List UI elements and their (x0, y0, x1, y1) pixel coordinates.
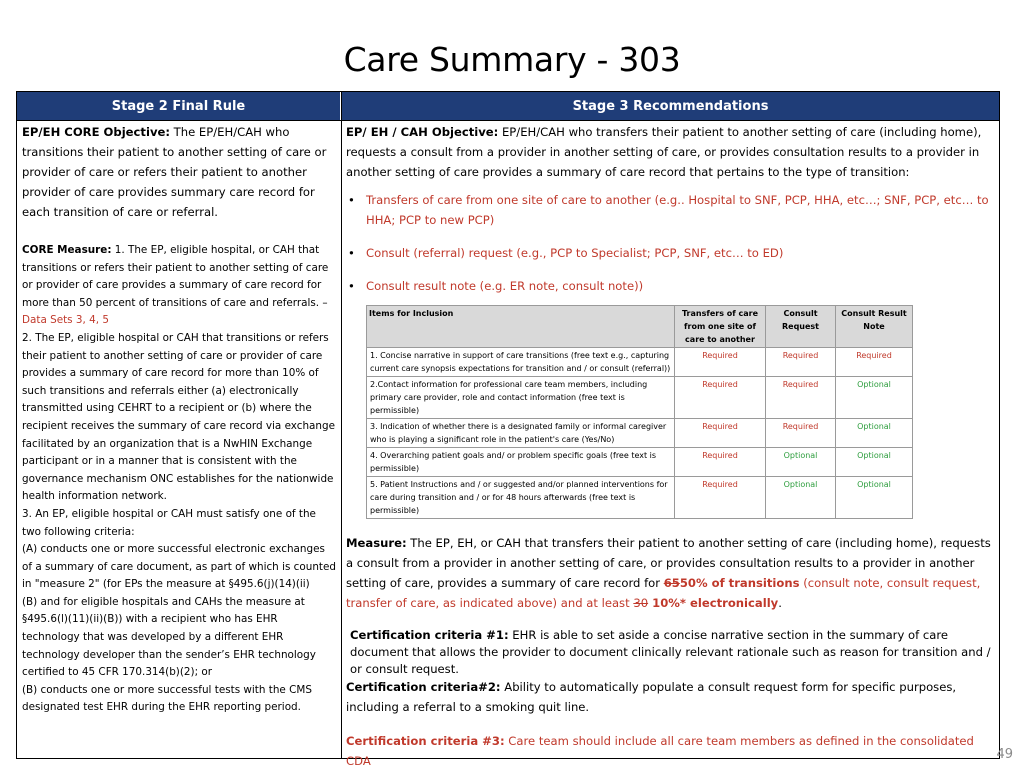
certification-criteria-1: Certification criteria #1: EHR is able to set aside a concise narrative section in the summary of care document that allows the provider to document clinically relevant rationale such as reason for transition and / or consult request. (350, 628, 991, 676)
column-header-consult-request: Consult Request (766, 306, 836, 348)
table-row (367, 419, 913, 448)
request-cell: Required (766, 377, 836, 419)
transfers-cell: Required (675, 419, 766, 448)
result-cell: Required (836, 348, 913, 377)
table-row (367, 377, 913, 419)
table-row (367, 448, 913, 477)
list-item: • Consult (referral) request (e.g., PCP to Specialist; PCP, SNF, etc… to ED) (346, 243, 994, 263)
bullet-icon: • (348, 279, 355, 293)
stage2-measure-3: 3. An EP, eligible hospital or CAH must satisfy one of the two following criteria: (22, 507, 316, 538)
transfers-cell: Required (675, 477, 766, 519)
stage2-measure (22, 242, 338, 717)
stage3-objective (346, 122, 994, 182)
stage2-column (22, 121, 338, 717)
page-number: 49 (996, 747, 1013, 762)
stage2-measure-2: 2. The EP, eligible hospital or CAH that transitions or refers their patient to another setting of care or provider of care provides a summary of care record for more than 10% of such transitions and referrals either (a) electronically transmitted using CEHRT to a recipient or (b) where the recipient receives the summary of care record via exchange facilitated by an organization that is a NwHIN Exchange participant or in a manner that is consistent with the governance mechanism ONC establishes for the nationwide health information network. (22, 331, 336, 503)
list-item: • Consult result note (e.g. ER note, consult note)) (346, 276, 994, 296)
stage2-data-sets: Data Sets 3, 4, 5 (22, 314, 109, 327)
stage3-measure: Measure: The EP, EH, or CAH that transfers their patient to another setting of care (including home), requests a consult from a provider in another setting of care, or provides consultation results to a provider in another setting of care, provides a summary of care record for 6550% of transitions (consult note, consult request, transfer of care, as indicated above) and at least 30 10%* electronically. (346, 536, 991, 610)
item-cell: 4. Overarching patient goals and/ or problem specific goals (free text is permissible) (367, 448, 675, 477)
stage2-header: Stage 2 Final Rule (17, 92, 341, 120)
certification-criteria-3: Certification criteria #3: Care team should include all care team members as defined in the consolidated CDA (346, 734, 974, 768)
certification-criteria-2: Certification criteria#2: Ability to automatically populate a consult request form for specific purposes, including a referral to a smoking quit line. (346, 680, 957, 715)
stage3-measure-label: Measure: (346, 536, 407, 550)
stage2-objective (22, 122, 338, 222)
comparison-table (16, 91, 1000, 768)
item-cell: 5. Patient Instructions and / or suggested and/or planned interventions for care during transition and / or for 48 hours afterwards (free text is permissible) (367, 477, 675, 519)
column-header-items: Items for Inclusion (367, 306, 675, 348)
stage2-objective-label: EP/EH CORE Objective: (22, 125, 170, 139)
request-cell: Optional (766, 448, 836, 477)
stage2-objective-text: The EP/EH/CAH who transitions their patient to another setting of care or provider of care or refers their patient to another provider of care provides summary care record for each transition of care or referral. (22, 125, 327, 219)
transfers-cell: Required (675, 348, 766, 377)
items-for-inclusion-table (366, 305, 913, 519)
page-title: Care Summary - 303 (343, 40, 681, 79)
result-cell: Optional (836, 419, 913, 448)
bullet-icon: • (348, 246, 355, 260)
stage2-measure-1: 1. The EP, eligible hospital, or CAH that transitions or refers their patient to another setting of care or provider of care provides a summary of care record for more than 50 percent of transitions of care and referrals. – (22, 244, 329, 309)
transition-type-list (346, 190, 994, 296)
transfers-cell: Required (675, 448, 766, 477)
struck-value-65: 65 (663, 576, 680, 590)
column-header-transfers: Transfers of care from one site of care to another (675, 306, 766, 348)
struck-value-30: 30 (633, 596, 649, 610)
stage2-measure-3b: (B) and for eligible hospitals and CAHs the measure at §495.6(l)(11)(ii)(B)) with a recipient who has EHR technology that was developed by a different EHR technology developer than the sender’s EHR technology certified to 45 CFR 170.314(b)(2); or (22, 595, 316, 679)
stage2-measure-3c: (B) conducts one or more successful tests with the CMS designated test EHR during the EHR reporting period. (22, 683, 312, 714)
item-cell: 1. Concise narrative in support of care transitions (free text e.g., capturing current care synopsis expectations for transition and / or consult (referral)) (367, 348, 675, 377)
request-cell: Required (766, 348, 836, 377)
result-cell: Optional (836, 377, 913, 419)
request-cell: Optional (766, 477, 836, 519)
bullet-icon: • (348, 193, 355, 207)
request-cell: Required (766, 419, 836, 448)
list-item: • Transfers of care from one site of care to another (e.g.. Hospital to SNF, PCP, HHA, etc…; SNF, PCP, etc… to HHA; PCP to new PCP) (346, 190, 994, 230)
result-cell: Optional (836, 448, 913, 477)
stage3-column (346, 121, 994, 768)
column-divider (341, 92, 342, 758)
column-header-consult-result: Consult Result Note (836, 306, 913, 348)
transfers-cell: Required (675, 377, 766, 419)
table-row (367, 348, 913, 377)
stage2-measure-3a: (A) conducts one or more successful electronic exchanges of a summary of care document, as part of which is counted in "measure 2" (for EPs the measure at §495.6(j)(14)(ii) (22, 543, 336, 591)
stage2-measure-label: CORE Measure: (22, 244, 112, 256)
stage3-header: Stage 3 Recommendations (342, 92, 999, 120)
table-row (367, 477, 913, 519)
item-cell: 3. Indication of whether there is a designated family or informal caregiver who is playing a significant role in the patient's care (Yes/No) (367, 419, 675, 448)
result-cell: Optional (836, 477, 913, 519)
stage3-objective-text: EP/EH/CAH who transfers their patient to another setting of care (including home), requests a consult from a provider in another setting of care, or provides consultation results to a provider in another setting of care provides a summary of care record that pertains to the type of transition: (346, 125, 982, 179)
stage3-objective-label: EP/ EH / CAH Objective: (346, 125, 499, 139)
item-cell: 2.Contact information for professional care team members, including primary care provider, role and contact information (free text is permissible) (367, 377, 675, 419)
